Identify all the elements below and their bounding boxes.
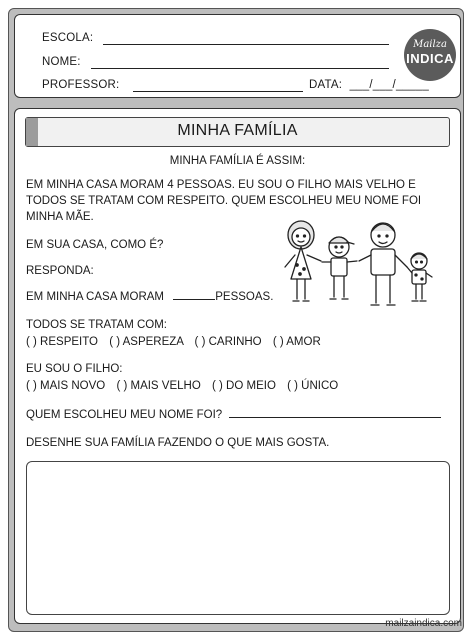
drawing-area[interactable] [26, 461, 450, 615]
school-row [42, 32, 93, 44]
logo-line1: Mailza [413, 39, 447, 50]
option-aspereza[interactable]: ( ) ASPEREZA [109, 336, 184, 348]
option-unico[interactable]: ( ) ÚNICO [287, 380, 339, 392]
brand-logo [404, 29, 456, 81]
father-figure [359, 223, 407, 305]
name-field[interactable] [91, 68, 389, 69]
header-box [14, 14, 461, 98]
house-count-after: PESSOAS. [215, 291, 274, 303]
logo-line2: INDICA [406, 51, 454, 66]
name-row [42, 56, 81, 68]
house-count-question [26, 289, 273, 305]
teacher-label: PROFESSOR: [42, 79, 120, 91]
subtitle: MINHA FAMÍLIA É ASSIM: [169, 155, 306, 167]
name-label: NOME: [42, 56, 81, 68]
name-question [26, 407, 441, 423]
answer-prompt: RESPONDA: [26, 265, 94, 277]
question-treat: TODOS SE TRATAM COM: [26, 319, 167, 331]
option-mais-novo[interactable]: ( ) MAIS NOVO [26, 380, 106, 392]
teacher-field[interactable] [133, 91, 303, 92]
teacher-row [42, 79, 119, 91]
question-house: EM SUA CASA, COMO É? [26, 239, 164, 251]
paragraph-line-1: EM MINHA CASA MORAM 4 PESSOAS. EU SOU O FILHO MAIS VELHO E [26, 179, 416, 191]
paragraph-line-2: TODOS SE TRATAM COM RESPEITO. QUEM ESCOLHEU MEU NOME FOI [26, 195, 422, 207]
house-count-before: EM MINHA CASA MORAM [26, 291, 165, 303]
option-carinho[interactable]: ( ) CARINHO [194, 336, 262, 348]
younger-child-figure [407, 253, 432, 301]
paragraph-line-3: MINHA MÃE. [26, 211, 94, 223]
son-options [26, 378, 338, 394]
name-question-text: QUEM ESCOLHEU MEU NOME FOI? [26, 409, 223, 421]
option-respeito[interactable]: ( ) RESPEITO [26, 336, 98, 348]
date-row [309, 79, 429, 91]
house-count-blank[interactable] [173, 299, 215, 300]
school-field[interactable] [103, 44, 389, 45]
older-son-figure [322, 237, 357, 299]
draw-instruction: DESENHE SUA FAMÍLIA FAZENDO O QUE MAIS GOSTA. [26, 437, 330, 449]
name-answer-blank[interactable] [229, 417, 441, 418]
date-field[interactable]: ___/___/_____ [349, 79, 429, 91]
question-son: EU SOU O FILHO: [26, 363, 123, 375]
mother-figure [285, 221, 321, 301]
date-label: DATA: [309, 79, 343, 91]
main-content [14, 108, 461, 624]
page-title: MINHA FAMÍLIA [177, 122, 298, 139]
footer-website: mailzaindica.com [385, 618, 462, 629]
option-mais-velho[interactable]: ( ) MAIS VELHO [116, 380, 201, 392]
treat-options [26, 334, 321, 350]
option-amor[interactable]: ( ) AMOR [272, 336, 321, 348]
title-banner [25, 117, 450, 147]
option-do-meio[interactable]: ( ) DO MEIO [212, 380, 276, 392]
school-label: ESCOLA: [42, 32, 94, 44]
family-illustration [277, 217, 453, 313]
